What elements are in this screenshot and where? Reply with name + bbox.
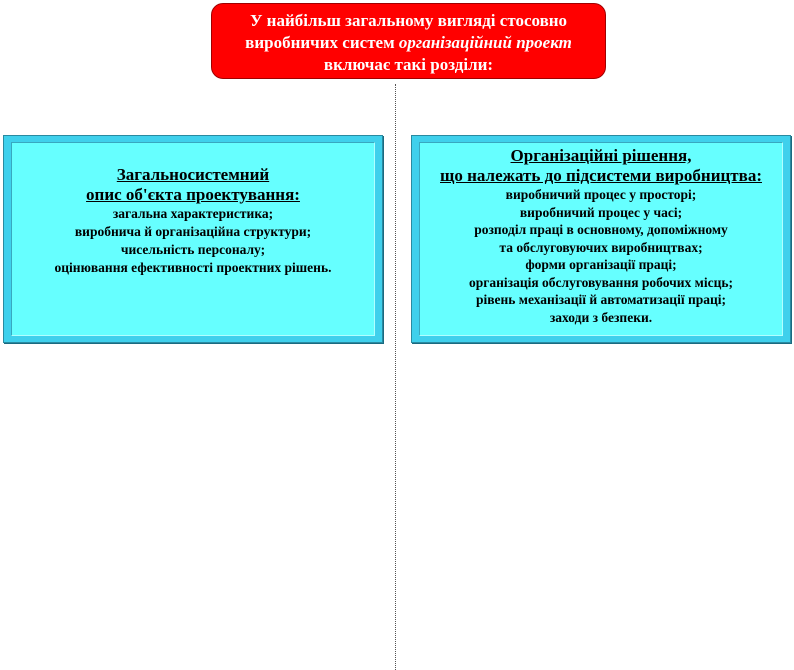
left-card-item: виробнича й організаційна структури; xyxy=(74,224,312,239)
left-card-item: загальна характеристика; xyxy=(112,206,274,221)
left-card xyxy=(3,135,383,343)
right-card-body xyxy=(419,142,783,336)
right-card-item: рівень механізації й автоматизації праці; xyxy=(475,292,727,307)
right-card xyxy=(411,135,791,343)
right-card-item: розподіл праці в основному, допоміжному xyxy=(474,222,728,237)
right-card-item: організація обслуговування робочих місць; xyxy=(468,274,734,290)
right-card-item: виробничий процес у часі; xyxy=(519,204,683,220)
left-card-body xyxy=(11,142,375,336)
title-line-2-italic: організаційний проект xyxy=(398,33,572,52)
right-card-heading-1: Організаційні рішення, xyxy=(510,146,692,165)
right-card-item: та обслуговуючих виробництвах; xyxy=(499,239,703,255)
title-line-3: включає такі розділи: xyxy=(323,55,494,74)
left-card-heading-2: опис об'єкта проектування: xyxy=(86,185,300,204)
right-card-heading-2: що належать до підсистеми виробництва: xyxy=(440,166,762,185)
right-card-item: заходи з безпеки. xyxy=(549,309,653,325)
left-card-heading-1: Загальносистемний xyxy=(116,165,270,184)
right-card-item: виробничий процес у просторі; xyxy=(505,187,697,202)
right-card-item: форми організації праці; xyxy=(525,257,677,272)
title-line-2 xyxy=(212,32,605,54)
title-line-2-plain: виробничих систем xyxy=(245,33,395,52)
left-card-item: чисельність персоналу; xyxy=(120,242,266,257)
title-box xyxy=(211,3,606,79)
title-line-1: У найбільш загальному вигляді стосовно xyxy=(249,11,568,30)
left-card-item: оцінювання ефективності проектних рішень. xyxy=(54,260,332,275)
dotted-divider xyxy=(395,84,396,670)
